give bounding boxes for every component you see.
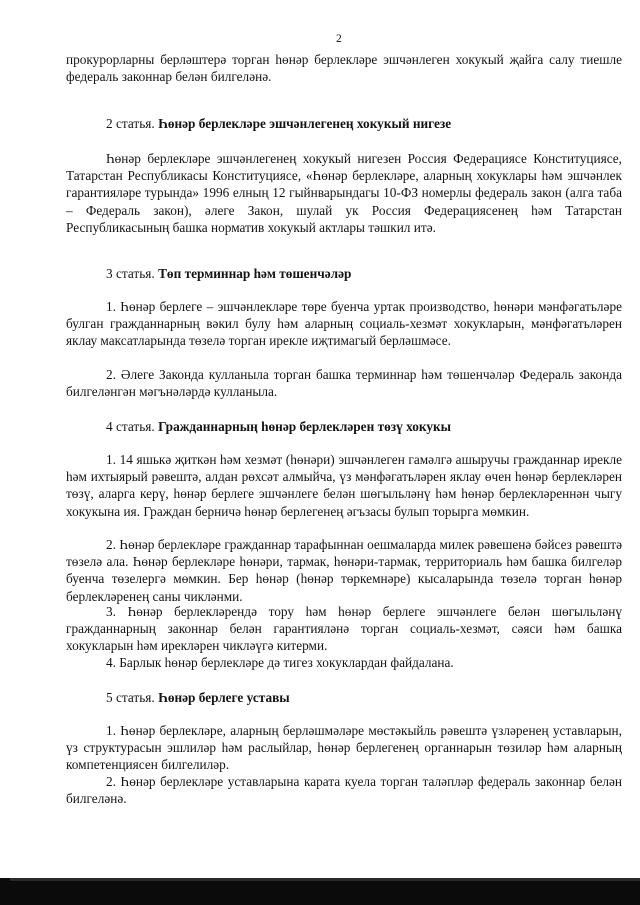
article-4-paragraph-2: 2. Һөнәр берлекләре гражданнар тарафыннан оешмаларда милек рәвешенә бәйсез рәвештә төзелә ала. Һөнәр берлекләре һөнәри, тармак, һөнәри-тармак, территориаль һәм башка билгеләр буенча төзелергә мөмкин. Бер һөнәр (һөнәр төркемнәре) кысаларында төзелә торган һөнәр берлекләренең саны чикләнми. <box>66 537 622 604</box>
article-3-paragraph-1: 1. Һөнәр берлеге – эшчәнлекләре төре буенча уртак производство, һөнәри мәнфәгатьләре булган гражданнарның вәкил булу һәм аларның социаль-хезмәт хокукларын, мәнфәгатьләрен яклау максатларында төзелә торган ирекле иҗтимагый берләшмәсе. <box>66 299 622 349</box>
article-5-paragraph-2: 2. Һөнәр берлекләре уставларына карата куела торган таләпләр федераль законнар белән билгеләнә. <box>66 774 622 807</box>
article-5-number: 5 статья. <box>106 690 155 705</box>
article-4-paragraph-3: 3. Һөнәр берлекләрендә тору һәм һөнәр берлеге эшчәнлеге белән шөгыльләнү гражданнарның законнар белән гарантияләнә торган социаль-хезмәт, сәяси һәм башка хокукларын һәм ирекләрен чикләүгә китерми. <box>66 604 622 654</box>
article-3-title: Төп терминнар һәм төшенчәләр <box>158 266 352 281</box>
article-5-paragraph-1: 1. Һөнәр берлекләре, аларның берләшмәләре мөстәкыйль рәвештә үзләренең уставларын, үз структурасын эшлиләр һәм раслыйлар, һөнәр берлегенең органнарын төзиләр һәм аларның компетенциясен билгелиләр. <box>66 723 622 773</box>
article-4-title: Гражданнарның һөнәр берлекләрен төзү хокукы <box>158 419 452 434</box>
article-3-number: 3 статья. <box>106 266 155 281</box>
article-4-heading <box>106 418 626 435</box>
article-2-heading <box>106 115 626 132</box>
intro-paragraph: прокурорларны берләштерә торган һөнәр берлекләре эшчәнлеген хокукый җайга салу тиешле федераль законнар белән билгеләнә. <box>66 52 622 85</box>
article-3-paragraph-2: 2. Әлеге Законда кулланыла торган башка терминнар һәм төшенчәләр Федераль законда билгеләнгән мәгънәләрдә кулланыла. <box>66 367 622 400</box>
article-5-title: Һөнәр берлеге уставы <box>158 690 290 705</box>
article-4-number: 4 статья. <box>106 419 155 434</box>
article-2-title: Һөнәр берлекләре эшчәнлегенең хокукый нигезе <box>158 116 452 131</box>
scan-edge-line <box>10 878 640 881</box>
page-number: 2 <box>336 33 342 45</box>
article-4-paragraph-1: 1. 14 яшькә җиткән һәм хезмәт (һөнәри) эшчәнлеген гамәлгә ашыручы гражданнар ирекле һәм ихтыярый рәвештә, алдан рөхсәт алмыйча, үз мәнфәгатьләрен яклау өчен һөнәр берлекләрен төзү, аларга керү, һөнәр берлеге эшчәнлеге белән шөгыльләнү һәм һөнәр берлекләреннән чыгу хокукына ия. Граждан берничә һөнәр берлегенең әгъзасы булып торырга мөмкин. <box>66 452 622 519</box>
article-4-paragraph-4: 4. Барлык һөнәр берлекләре дә тигез хокуклардан файдалана. <box>106 655 454 670</box>
article-5-heading <box>106 689 626 706</box>
article-2-paragraph-1: Һөнәр берлекләре эшчәнлегенең хокукый нигезен Россия Федерациясе Конституциясе, Татарстан Республикасы Конституциясе, «Һөнәр берлекләре, аларның хокуклары һәм эшчәнлек гарантияләре турында» 1996 елның 12 гыйнварындагы 10-ФЗ номерлы федераль закон (алга таба – Федераль закон), әлеге Закон, шулай ук Россия Федерациясенең һәм Татарстан Республикасының башка норматив хокукый актлары тәшкил итә. <box>66 151 622 235</box>
scan-bottom-edge <box>0 878 640 905</box>
article-3-heading <box>106 265 626 282</box>
article-2-number: 2 статья. <box>106 116 155 131</box>
